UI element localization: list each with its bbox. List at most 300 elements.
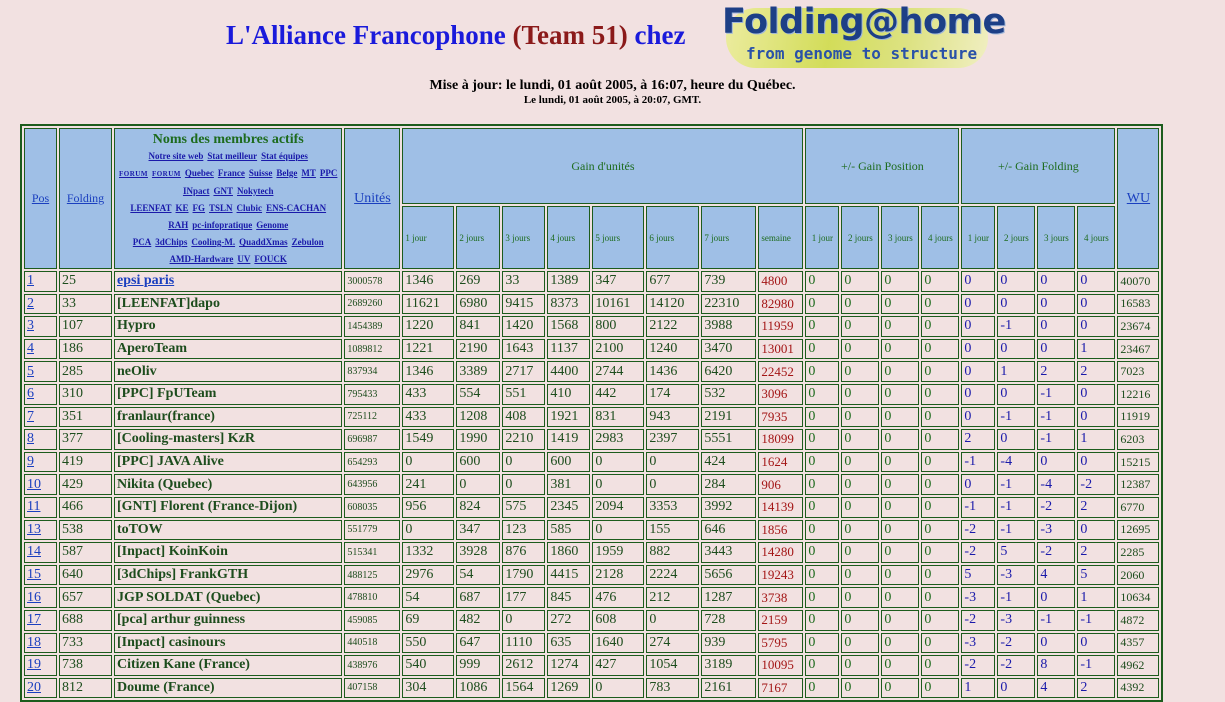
team-link[interactable]: RAH [168,220,189,230]
row-gain-week: 10095 [758,655,803,676]
row-gain-position: 0 [841,565,879,586]
row-gain-position: 0 [841,542,879,563]
row-gain-position: 0 [805,407,839,428]
row-gain-position: 0 [881,655,919,676]
team-link[interactable]: 3dChips [155,237,188,247]
row-gain-folding: -2 [997,633,1035,654]
row-gain-position: 0 [841,384,879,405]
row-member-name: Nikita (Quebec) [114,474,342,495]
row-pos-link[interactable]: 17 [27,612,41,628]
row-gain-folding: -2 [961,610,995,631]
row-gain-units: 0 [592,474,644,495]
row-gain-week: 14139 [758,497,803,518]
row-wu: 11919 [1117,407,1159,428]
row-gain-position: 0 [805,429,839,450]
names-links-line [117,165,339,183]
row-gain-folding: 8 [1037,655,1075,676]
row-pos-link[interactable]: 11 [27,499,41,515]
row-gain-units: 155 [646,520,699,541]
row-gain-position: 0 [805,587,839,608]
row-gain-units: 22310 [701,294,756,315]
row-pos-link[interactable]: 13 [27,521,41,537]
team-link[interactable]: FORUM [119,170,148,178]
header-units [344,128,400,269]
row-folding: 107 [59,316,112,337]
row-member-name: franlaur(france) [114,407,342,428]
row-gain-folding: 0 [997,271,1035,292]
row-gain-units: 1959 [592,542,644,563]
row-gain-week: 1624 [758,452,803,473]
table-row [24,520,1159,541]
row-wu: 2285 [1117,542,1159,563]
row-gain-position: 0 [841,339,879,360]
row-gain-units: 1269 [547,678,590,699]
row-wu: 12216 [1117,384,1159,405]
team-link[interactable]: ENS-CACHAN [266,203,327,213]
row-gain-units: 1564 [502,678,545,699]
row-gain-position: 0 [805,316,839,337]
table-row [24,474,1159,495]
row-gain-folding: -2 [1077,474,1115,495]
row-gain-units: 274 [646,633,699,654]
row-gain-units: 999 [456,655,500,676]
row-pos [24,633,57,654]
row-pos-link[interactable]: 6 [27,386,34,402]
team-link[interactable]: Stat équipes [261,151,308,161]
row-gain-position: 0 [881,339,919,360]
row-gain-position: 0 [881,565,919,586]
row-member-name-link[interactable]: epsi paris [117,273,175,289]
row-pos-link[interactable]: 1 [27,273,34,289]
row-gain-folding: 0 [1077,384,1115,405]
gain-position-col-2: 2 jours [841,206,879,269]
row-units: 478810 [344,587,400,608]
team-link[interactable]: MT [301,168,316,178]
row-gain-units: 123 [502,520,545,541]
row-gain-units: 783 [646,678,699,699]
row-wu: 6770 [1117,497,1159,518]
row-gain-units: 2345 [547,497,590,518]
row-gain-position: 0 [921,384,959,405]
row-gain-folding: 0 [961,316,995,337]
row-gain-week: 2159 [758,610,803,631]
row-gain-position: 0 [921,520,959,541]
table-row [24,587,1159,608]
row-gain-units: 2191 [701,407,756,428]
row-gain-folding: -2 [961,542,995,563]
update-gmt-time: Le lundi, 01 août 2005, à 20:07, GMT. [523,94,702,106]
row-gain-units: 1346 [402,361,454,382]
row-gain-units: 2397 [646,429,699,450]
row-gain-units: 554 [456,384,500,405]
row-pos-link[interactable]: 4 [27,341,34,357]
row-gain-units: 3992 [701,497,756,518]
row-gain-folding: 0 [997,339,1035,360]
row-units: 438976 [344,655,400,676]
row-gain-position: 0 [805,452,839,473]
row-pos-link[interactable]: 20 [27,679,41,695]
row-gain-units: 0 [402,452,454,473]
row-gain-units: 1332 [402,542,454,563]
row-gain-folding: 5 [1077,565,1115,586]
names-header-title: Noms des membres actifs [152,132,304,147]
row-member-name: neOliv [114,361,342,382]
row-gain-folding: -1 [997,316,1035,337]
row-gain-week: 19243 [758,565,803,586]
row-gain-units: 5551 [701,429,756,450]
row-gain-position: 0 [921,429,959,450]
row-gain-folding: 0 [1077,452,1115,473]
row-gain-week: 11959 [758,316,803,337]
row-gain-position: 0 [921,339,959,360]
row-gain-units: 882 [646,542,699,563]
row-gain-folding: 0 [961,474,995,495]
row-gain-folding: -2 [961,520,995,541]
row-gain-folding: 0 [1077,520,1115,541]
row-gain-units: 635 [547,633,590,654]
table-row [24,633,1159,654]
sort-pos-link[interactable]: Pos [31,191,50,205]
row-pos [24,452,57,473]
row-gain-units: 1389 [547,271,590,292]
row-gain-folding: 0 [1077,316,1115,337]
row-gain-position: 0 [841,655,879,676]
row-gain-folding: 2 [1077,542,1115,563]
row-pos [24,587,57,608]
gain-position-col-3: 3 jours [881,206,919,269]
row-gain-position: 0 [921,271,959,292]
team-link[interactable]: Notre site web [148,151,204,161]
team-link[interactable]: Zebulon [291,237,324,247]
row-units: 795433 [344,384,400,405]
row-member-name: [PPC] FpUTeam [114,384,342,405]
row-gain-week: 1856 [758,520,803,541]
row-gain-position: 0 [881,678,919,699]
row-pos [24,565,57,586]
row-gain-units: 381 [547,474,590,495]
row-wu: 4872 [1117,610,1159,631]
team-link[interactable]: QuaddXmas [239,237,288,247]
row-gain-units: 3189 [701,655,756,676]
row-folding: 733 [59,633,112,654]
team-link[interactable]: Stat meilleur [207,151,258,161]
row-gain-folding: 0 [1077,407,1115,428]
row-gain-units: 174 [646,384,699,405]
row-gain-week: 7167 [758,678,803,699]
row-gain-units: 9415 [502,294,545,315]
row-gain-position: 0 [881,271,919,292]
team-link[interactable]: France [217,168,245,178]
row-gain-units: 1860 [547,542,590,563]
folding-at-home-logo[interactable] [718,2,1006,72]
row-pos-link[interactable]: 3 [27,318,34,334]
row-gain-units: 1921 [547,407,590,428]
row-gain-position: 0 [805,520,839,541]
row-gain-units: 410 [547,384,590,405]
row-units: 696987 [344,429,400,450]
row-gain-units: 3470 [701,339,756,360]
row-pos [24,294,57,315]
row-gain-week: 3738 [758,587,803,608]
row-wu: 6203 [1117,429,1159,450]
row-folding: 25 [59,271,112,292]
row-gain-week: 18099 [758,429,803,450]
row-gain-units: 1240 [646,339,699,360]
row-gain-folding: -1 [961,452,995,473]
row-pos [24,497,57,518]
row-folding: 640 [59,565,112,586]
row-gain-position: 0 [921,542,959,563]
row-gain-position: 0 [805,497,839,518]
row-gain-units: 1287 [701,587,756,608]
team-link[interactable]: Clubic [236,203,263,213]
team-link[interactable]: Cooling-M. [191,237,236,247]
row-gain-units: 408 [502,407,545,428]
row-gain-units: 427 [592,655,644,676]
header-wu [1117,128,1159,269]
row-gain-folding: -1 [1077,610,1115,631]
row-gain-units: 2094 [592,497,644,518]
gain-units-col-8: semaine [758,206,803,269]
row-gain-folding: -4 [997,452,1035,473]
row-gain-units: 54 [456,565,500,586]
row-pos-link[interactable]: 5 [27,363,34,379]
team-link[interactable]: INpact [182,186,210,196]
names-links-line [117,217,339,234]
row-gain-units: 608 [592,610,644,631]
row-gain-folding: 0 [1037,452,1075,473]
row-gain-position: 0 [921,361,959,382]
team-link[interactable]: Genome [256,220,289,230]
row-gain-position: 0 [805,294,839,315]
row-pos-link[interactable]: 14 [27,544,41,560]
row-gain-units: 4400 [547,361,590,382]
gain-folding-col-1: 1 jour [961,206,995,269]
sort-folding-link[interactable]: Folding [66,191,105,205]
header-folding [59,128,112,269]
row-gain-units: 1790 [502,565,545,586]
row-gain-units: 1419 [547,429,590,450]
row-gain-units: 1990 [456,429,500,450]
row-gain-position: 0 [841,361,879,382]
row-gain-week: 14280 [758,542,803,563]
row-gain-week: 4800 [758,271,803,292]
team-link[interactable]: PPC [319,168,338,178]
row-gain-units: 14120 [646,294,699,315]
row-gain-week: 13001 [758,339,803,360]
row-wu: 10634 [1117,587,1159,608]
row-gain-units: 2976 [402,565,454,586]
row-folding: 466 [59,497,112,518]
row-gain-folding: 0 [1037,587,1075,608]
row-gain-units: 424 [701,452,756,473]
row-gain-folding: 2 [1077,361,1115,382]
gain-units-col-7: 7 jours [701,206,756,269]
row-gain-week: 906 [758,474,803,495]
row-gain-position: 0 [921,655,959,676]
row-gain-units: 3988 [701,316,756,337]
row-pos-link[interactable]: 19 [27,657,41,673]
table-row [24,655,1159,676]
row-gain-position: 0 [841,587,879,608]
header-pos [24,128,57,269]
row-gain-folding: -1 [997,497,1035,518]
row-gain-units: 2210 [502,429,545,450]
row-gain-folding: -1 [997,520,1035,541]
team-link[interactable]: PCA [132,237,152,247]
row-gain-units: 2122 [646,316,699,337]
sort-units-link[interactable]: Unités [354,190,391,206]
team-link[interactable]: KE [175,203,189,213]
row-gain-position: 0 [921,452,959,473]
row-gain-folding: -1 [997,474,1035,495]
table-row [24,452,1159,473]
row-member-name: [PPC] JAVA Alive [114,452,342,473]
row-gain-position: 0 [881,497,919,518]
title-end: chez [634,20,686,50]
row-wu: 40070 [1117,271,1159,292]
row-folding: 377 [59,429,112,450]
team-link[interactable]: FOUCK [254,254,287,264]
names-links-line [117,148,339,165]
team-link[interactable]: FG [192,203,206,213]
update-local-time: Mise à jour: le lundi, 01 août 2005, à 16:07, heure du Québec. [429,78,796,93]
team-link[interactable]: LEENFAT [130,203,172,213]
row-gain-units: 3353 [646,497,699,518]
row-gain-position: 0 [805,271,839,292]
team-link[interactable]: pc-infopratique [192,220,253,230]
gain-position-col-4: 4 jours [921,206,959,269]
row-gain-units: 2983 [592,429,644,450]
row-gain-position: 0 [841,678,879,699]
row-gain-position: 0 [805,339,839,360]
team-link[interactable]: Belge [276,168,298,178]
row-gain-position: 0 [841,633,879,654]
row-gain-position: 0 [881,542,919,563]
row-folding: 310 [59,384,112,405]
row-gain-folding: -3 [961,633,995,654]
row-gain-units: 6420 [701,361,756,382]
team-link[interactable]: FORUM [151,170,181,178]
row-gain-units: 647 [456,633,500,654]
row-gain-folding: 0 [1037,294,1075,315]
row-gain-folding: 0 [1037,271,1075,292]
row-gain-units: 0 [592,678,644,699]
row-gain-position: 0 [921,678,959,699]
row-pos-link[interactable]: 16 [27,589,41,605]
row-gain-folding: -1 [1037,407,1075,428]
row-gain-folding: 0 [997,429,1035,450]
row-gain-position: 0 [841,294,879,315]
sort-wu-link[interactable]: WU [1126,190,1151,206]
row-gain-units: 2224 [646,565,699,586]
row-pos-link[interactable]: 15 [27,567,41,583]
row-gain-units: 2128 [592,565,644,586]
row-units: 643956 [344,474,400,495]
row-pos-link[interactable]: 7 [27,408,34,424]
row-units: 1089812 [344,339,400,360]
row-gain-units: 347 [456,520,500,541]
team-link[interactable]: GNT [213,186,233,196]
row-gain-position: 0 [881,429,919,450]
row-gain-folding: 0 [1037,316,1075,337]
row-gain-position: 0 [805,633,839,654]
row-units: 515341 [344,542,400,563]
row-folding: 538 [59,520,112,541]
row-gain-folding: -1 [1037,610,1075,631]
row-gain-position: 0 [921,497,959,518]
row-gain-units: 0 [592,520,644,541]
row-gain-units: 284 [701,474,756,495]
row-wu: 23674 [1117,316,1159,337]
row-gain-week: 82980 [758,294,803,315]
row-pos-link[interactable]: 8 [27,431,34,447]
table-row [24,361,1159,382]
title-team: (Team 51) [512,20,628,50]
row-gain-units: 1137 [547,339,590,360]
row-gain-units: 0 [646,452,699,473]
row-pos-link[interactable]: 9 [27,454,34,470]
row-gain-folding: 0 [1077,294,1115,315]
row-gain-units: 585 [547,520,590,541]
row-gain-units: 1221 [402,339,454,360]
names-links-block [117,148,339,268]
row-gain-folding: 0 [997,678,1035,699]
row-pos-link[interactable]: 2 [27,295,34,311]
team-link[interactable]: AMD-Hardware [169,254,234,264]
team-link[interactable]: UV [237,254,251,264]
row-pos-link[interactable]: 10 [27,476,41,492]
row-member-name: [pca] arthur guinness [114,610,342,631]
row-gain-folding: 0 [961,384,995,405]
team-link[interactable]: Suisse [248,168,273,178]
row-wu: 4962 [1117,655,1159,676]
row-wu: 15215 [1117,452,1159,473]
row-wu: 4392 [1117,678,1159,699]
row-gain-folding: -3 [997,565,1035,586]
row-gain-folding: -2 [961,655,995,676]
names-links-line [117,234,339,251]
team-link[interactable]: Nokytech [236,186,274,196]
row-folding: 657 [59,587,112,608]
row-gain-position: 0 [841,497,879,518]
header-gain-position: +/- Gain Position [805,128,959,204]
row-gain-units: 600 [456,452,500,473]
row-wu: 7023 [1117,361,1159,382]
row-pos-link[interactable]: 18 [27,634,41,650]
team-link[interactable]: TSLN [209,203,233,213]
names-links-line [117,183,339,200]
row-gain-position: 0 [841,520,879,541]
row-gain-position: 0 [841,407,879,428]
row-gain-units: 272 [547,610,590,631]
row-gain-folding: -1 [997,587,1035,608]
gain-units-col-1: 1 jour [402,206,454,269]
row-gain-units: 2100 [592,339,644,360]
row-gain-units: 482 [456,610,500,631]
row-gain-folding: -1 [961,497,995,518]
row-gain-units: 177 [502,587,545,608]
row-gain-folding: 0 [1037,339,1075,360]
team-link[interactable]: Quebec [184,168,214,178]
row-pos [24,407,57,428]
row-pos [24,361,57,382]
row-gain-position: 0 [881,633,919,654]
row-pos [24,339,57,360]
row-gain-position: 0 [881,316,919,337]
row-gain-units: 212 [646,587,699,608]
row-gain-units: 600 [547,452,590,473]
